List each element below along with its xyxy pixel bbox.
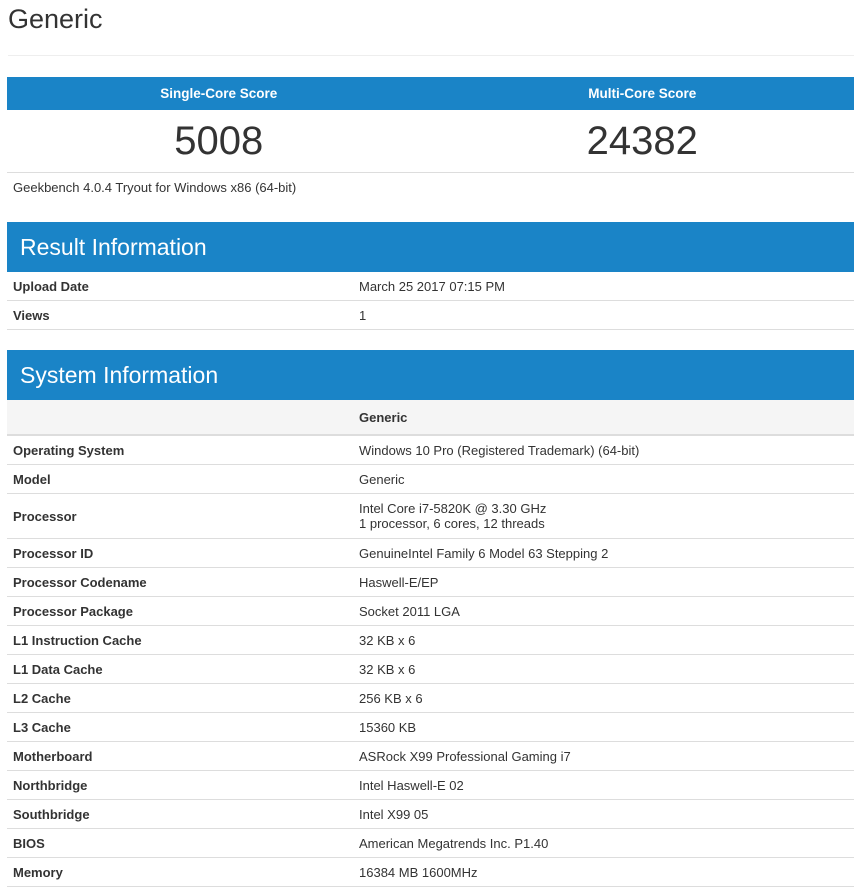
row-value: 15360 KB [346, 713, 854, 742]
table-row [7, 684, 854, 713]
processor-name: Intel Core i7-5820K @ 3.30 GHz [359, 501, 547, 516]
row-key: L2 Cache [7, 684, 346, 713]
system-information-table [7, 400, 854, 887]
single-core-score-value: 5008 [174, 119, 264, 163]
row-value: 256 KB x 6 [346, 684, 854, 713]
row-value: 16384 MB 1600MHz [346, 858, 854, 887]
table-row [7, 858, 854, 887]
row-value: Intel X99 05 [346, 800, 854, 829]
row-key: Operating System [7, 435, 346, 465]
row-key: Northbridge [7, 771, 346, 800]
row-key: Upload Date [7, 272, 346, 301]
column-header-model: Generic [346, 400, 854, 435]
single-core-score-label: Single-Core Score [160, 86, 278, 101]
title-divider [8, 55, 854, 56]
score-header [7, 77, 854, 110]
table-row [7, 771, 854, 800]
result-information-table [7, 272, 854, 330]
row-value: Generic [346, 465, 854, 494]
table-row [7, 800, 854, 829]
table-row [7, 829, 854, 858]
row-value: Windows 10 Pro (Registered Trademark) (64-bit) [346, 435, 854, 465]
row-key: Processor Codename [7, 568, 346, 597]
row-value: 32 KB x 6 [346, 626, 854, 655]
row-value: Haswell-E/EP [346, 568, 854, 597]
table-row [7, 713, 854, 742]
table-row [7, 597, 854, 626]
row-value: ASRock X99 Professional Gaming i7 [346, 742, 854, 771]
row-value: March 25 2017 07:15 PM [346, 272, 854, 301]
table-row [7, 655, 854, 684]
table-row [7, 272, 854, 301]
row-value [346, 494, 854, 539]
row-key: Views [7, 301, 346, 330]
row-value: 32 KB x 6 [346, 655, 854, 684]
table-row [7, 301, 854, 330]
result-information-heading: Result Information [7, 222, 854, 272]
score-values [7, 110, 854, 173]
row-key: Model [7, 465, 346, 494]
row-value: Intel Haswell-E 02 [346, 771, 854, 800]
column-header-empty [7, 400, 346, 435]
table-row [7, 568, 854, 597]
page-title: Generic [8, 4, 103, 34]
row-key: L1 Instruction Cache [7, 626, 346, 655]
row-value: American Megatrends Inc. P1.40 [346, 829, 854, 858]
row-key: Southbridge [7, 800, 346, 829]
benchmark-version: Geekbench 4.0.4 Tryout for Windows x86 (64-bit) [13, 180, 297, 195]
row-key: Memory [7, 858, 346, 887]
row-value: 1 [346, 301, 854, 330]
table-row [7, 465, 854, 494]
multi-core-score-label: Multi-Core Score [588, 86, 697, 101]
multi-core-score-value: 24382 [586, 119, 698, 163]
row-key: L3 Cache [7, 713, 346, 742]
table-row [7, 742, 854, 771]
row-value: GenuineIntel Family 6 Model 63 Stepping 2 [346, 539, 854, 568]
row-key: Processor [7, 494, 346, 539]
row-value: Socket 2011 LGA [346, 597, 854, 626]
system-information-heading: System Information [7, 350, 854, 400]
table-row [7, 435, 854, 465]
row-key: BIOS [7, 829, 346, 858]
row-key: Processor Package [7, 597, 346, 626]
row-key: Motherboard [7, 742, 346, 771]
table-row [7, 539, 854, 568]
row-key: L1 Data Cache [7, 655, 346, 684]
table-column-header [7, 400, 854, 435]
row-key: Processor ID [7, 539, 346, 568]
table-row [7, 494, 854, 539]
processor-topology: 1 processor, 6 cores, 12 threads [359, 516, 545, 531]
table-row [7, 626, 854, 655]
